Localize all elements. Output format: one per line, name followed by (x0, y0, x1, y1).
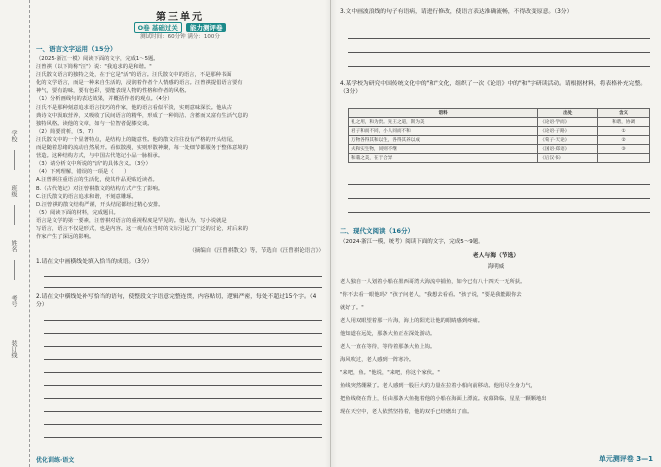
passage-line: B.（古代笔记）对汪曾祺散文的结构方式产生了影响。 (36, 185, 164, 192)
table-cell: 《后汉书》 (538, 154, 598, 163)
answer-line[interactable] (44, 398, 322, 399)
table-cell: 礼之用，和为贵。先王之道，斯为美 (349, 118, 538, 127)
answer-line[interactable] (44, 411, 322, 412)
table-cell-blank[interactable]: ② (598, 136, 650, 145)
binding-label-line: 装订线 (10, 340, 17, 358)
answer-line[interactable] (44, 276, 322, 277)
answer-line[interactable] (44, 372, 322, 373)
passage-line: （5）阅读下面的材料，完成题目。 (36, 209, 119, 216)
reading-intro: （2024·浙江一模，统考）阅读下面的文字，完成5～9题。 (340, 239, 484, 245)
left-column (36, 0, 324, 467)
answer-line[interactable] (44, 385, 322, 386)
binding-label-class: 班级 (10, 185, 17, 197)
binding-label-id: 考号 (10, 295, 17, 307)
reading-line: 老人一直在等待，等待着那条大鱼上钩。 (340, 344, 436, 350)
data-table (348, 108, 650, 163)
table-row (349, 154, 650, 163)
passage-line: 营造。这种结构方式，与中国古代笔记小品一脉相承。 (36, 153, 164, 160)
reading-line: 就好了。" (340, 305, 364, 311)
binding-margin (0, 0, 30, 467)
reading-line: 他知道在远处，那条大鱼正在深处游动。 (340, 331, 436, 337)
table-row (349, 145, 650, 154)
passage-line: C.汪氏散文的语言追求和谐，不刻意雕琢。 (36, 193, 137, 200)
table-cell-blank[interactable]: ① (598, 127, 650, 136)
table-cell: 《论语·子路》 (538, 127, 598, 136)
passage-line: 语言是文学的第一要素，汪曾祺对语言的重视程度是罕见的。他认为，写小说就是 (36, 217, 227, 224)
reading-line: 鱼线突然绷紧了。老人感到一股巨大的力量在拉着小船向前移动。他用尽全身力气， (340, 383, 536, 389)
table-header: 语料 (349, 109, 538, 118)
passage-line: （3）请分析文中所说的"活"的具体含义。（3分） (36, 161, 151, 168)
passage-line: 神气，要有韵味，要有色彩，要能表现人物的性格和作者的风格。 (36, 88, 190, 95)
answer-line[interactable] (348, 212, 650, 213)
question-4: 4.某学校为研究中国传统文化中的"和"文化，组织了一次《论语》中的"和"字研读活动。请根据材料，将表格补充完整。（3分） (340, 81, 647, 95)
reading-line: 把鱼线绕在背上，任由那条大鱼拖着他的小船在海面上漂流。夜幕降临，星星一颗颗地出 (340, 396, 547, 402)
answer-line[interactable] (348, 66, 650, 67)
table-header-row (349, 109, 650, 118)
passage-line: D.汪曾祺的散文结构严谨，开头结尾都经过精心安排。 (36, 201, 164, 208)
table-row (349, 118, 650, 127)
reading-line: 现在天空中，老人依然坚持着，他的双手已经磨出了血。 (340, 409, 473, 415)
table-cell: 君子和而不同，小人同而不和 (349, 127, 538, 136)
reading-line: "你不去看一眼他吗？"孩子问老人，"我想去看看。"孩子说，"要是我能跟你去 (340, 292, 522, 298)
passage-line: 写语言，语言不仅是形式，也是内容。这一观点在当时的文坛引起了广泛的讨论，对后来的 (36, 225, 248, 232)
reading-title: 老人与海（节选） (472, 253, 520, 259)
table-header: 出处 (538, 109, 598, 118)
question-3: 3.文中画波浪线的句子有语病，请进行修改，使语言表达准确流畅，不得改变原意。（3分） (340, 9, 573, 15)
section2-heading: 二、现代文阅读（16分） (340, 227, 415, 235)
section1-heading: 一、语言文字运用（15分） (36, 45, 117, 53)
scan-shadow (325, 0, 337, 467)
table-cell: 《国语·郑语》 (538, 145, 598, 154)
passage-line: 典诗文中汲取营养，又吸收了民间语言的精华，形成了一种简洁、含蓄而又富有生活气息的 (36, 112, 248, 119)
answer-line[interactable] (44, 333, 322, 334)
passage-line: 作家产生了深远的影响。 (36, 234, 95, 241)
right-column (340, 0, 652, 467)
question-2: 2.请在文中横线处补写恰当的语句，使整段文字语意完整连贯，内容贴切，逻辑严密，每处不超过15个字。（4分） (36, 294, 317, 308)
footer-page-number: 单元测评卷 3—1 (598, 455, 653, 463)
passage-line: 而是随着思绪的流动自然展开。看似散漫，实则形散神聚，每一处细节都服务于整体意境的 (36, 145, 248, 152)
binding-blank (14, 205, 15, 225)
passage-line: （4）下列理解，错误的一项是（ ） (36, 169, 130, 176)
table-row (349, 127, 650, 136)
question-1: 1.请在文中画横线处填入恰当的成语。（3分） (36, 259, 153, 265)
footer-left: 优化训练·语文 (36, 457, 75, 464)
reading-line: 老人用双眼望着那一片海，海上的阳光让他的眼睛感到疼痛。 (340, 318, 484, 324)
binding-label-name: 姓名 (10, 240, 17, 252)
table-cell: 和谐，协调 (598, 118, 650, 127)
reading-line: 海风吹过，老人感到一阵寒冷。 (340, 357, 415, 363)
passage-line: （2025·浙江一模）阅读下面的文字，完成1～5题。 (36, 56, 159, 62)
answer-line[interactable] (348, 38, 650, 39)
table-cell (598, 154, 650, 163)
passage-line: 汪氏散文中的一个显著特点，是结构上的随意性。他的散文往往没有严格的开头结尾， (36, 136, 238, 143)
binding-label-school: 学校 (10, 130, 17, 142)
passage-source: （摘编自《汪曾祺散文》等，节选自《汪曾祺论语言》） (189, 248, 324, 254)
answer-line[interactable] (348, 52, 650, 53)
passage-line: （2）简要赏析，（5、7） (36, 128, 97, 135)
answer-line[interactable] (44, 346, 322, 347)
table-cell: 万物各得其和以生，各得其养以成 (349, 136, 538, 145)
time-info: 测试时间：60分钟 满分：100分 (140, 34, 220, 40)
answer-line[interactable] (44, 287, 322, 288)
passage (36, 55, 324, 241)
passage-line: 汪曾祺（以下简称"汪"）说："我追求的是和谐。" (36, 64, 152, 71)
table-header: 含义 (598, 109, 650, 118)
answer-line[interactable] (348, 198, 650, 199)
answer-line[interactable] (44, 320, 322, 321)
reading-passage (340, 276, 652, 419)
answer-line[interactable] (44, 437, 322, 438)
reading-line: 老人独自一人划着小船在墨西哥湾大海流中捕鱼，如今已有八十四天一无所获。 (340, 279, 526, 285)
table-cell-blank[interactable]: ③ (598, 145, 650, 154)
answer-line[interactable] (44, 359, 322, 360)
passage-line: A.汪曾祺注重语言的生活化，使其作品更贴近读者。 (36, 177, 158, 184)
reading-line: "来吧，鱼。"他说，"来吧，你这个家伙。" (340, 370, 440, 376)
reading-author: 海明威 (487, 264, 505, 270)
table-cell: 和羹之美，在于合异 (349, 154, 538, 163)
table-cell: 《荀子·天论》 (538, 136, 598, 145)
binding-blank (14, 260, 15, 280)
passage-line: 汪氏不是那种刻意追求语言技巧的作家，他的语言看似平淡，实则意味深长。他从古 (36, 104, 232, 111)
passage-line: 独特风格。读他的文章，如与一位智者促膝交谈。 (36, 120, 153, 127)
binding-blank (14, 150, 15, 170)
table-cell: 夫和实生物，同则不继 (349, 145, 538, 154)
table-row (349, 136, 650, 145)
badge-ability: 能力测评卷 (186, 23, 227, 32)
answer-line[interactable] (44, 424, 322, 425)
page-title: 第三单元 (156, 12, 204, 23)
table-cell: 《论语·学而》 (538, 118, 598, 127)
passage-line: 化的文学语言，而是一种来自生活的，浸润着作者个人情感的语言。汪曾祺提倡语言要有 (36, 80, 243, 87)
answer-line[interactable] (348, 184, 650, 185)
passage-line: （1）分析画线句的表达效果，并概括作者的观点。（4分） (36, 96, 173, 103)
badge-basic: O卷 基础过关 (134, 22, 182, 33)
passage-line: 汪氏散文语言的独特之处，在于它是"活"的语言。汪氏散文中的语言，不是那种书面 (36, 72, 232, 79)
